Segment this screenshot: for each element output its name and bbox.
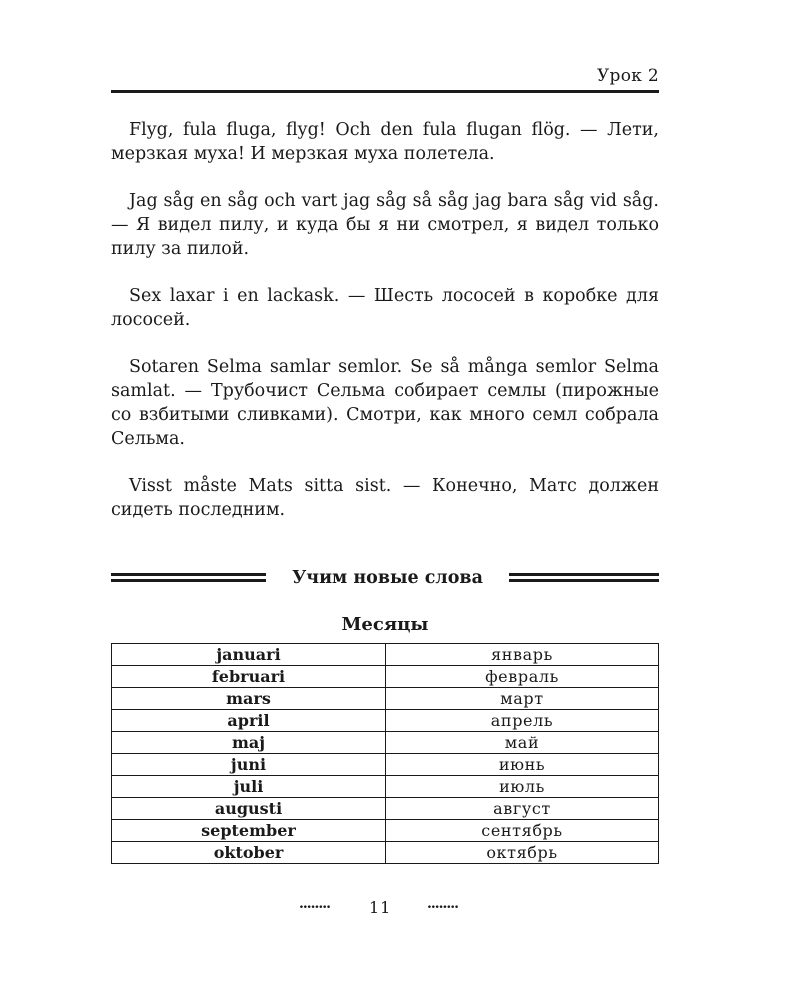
section-banner xyxy=(111,566,659,590)
swedish-word: februari xyxy=(112,666,386,688)
paragraph-1: Flyg, fula fluga, flyg! Och den fula flugan flög. — Лети, мерзкая муха! И мерзкая муха полетела. xyxy=(111,120,659,164)
swedish-word: augusti xyxy=(112,798,386,820)
swedish-word: januari xyxy=(112,644,386,666)
banner-rule-left xyxy=(111,573,266,582)
russian-word: апрель xyxy=(386,710,659,732)
table-row xyxy=(112,644,659,666)
text-body xyxy=(111,118,659,545)
russian-word: июнь xyxy=(386,754,659,776)
table-row xyxy=(112,688,659,710)
page-footer xyxy=(111,896,659,920)
lesson-title: Урок 2 xyxy=(596,66,659,86)
months-table xyxy=(111,643,659,864)
table-row xyxy=(112,798,659,820)
table-row xyxy=(112,710,659,732)
russian-word: май xyxy=(386,732,659,754)
swedish-word: juni xyxy=(112,754,386,776)
russian-word: март xyxy=(386,688,659,710)
table-row xyxy=(112,776,659,798)
table-row xyxy=(112,842,659,864)
russian-word: август xyxy=(386,798,659,820)
table-row xyxy=(112,820,659,842)
paragraph-3: Sex laxar i en lackask. — Шесть лососей в коробке для лососей. xyxy=(111,286,659,330)
footer-dots-right: ........ xyxy=(427,896,458,912)
banner-rule-right xyxy=(509,573,659,582)
russian-word: июль xyxy=(386,776,659,798)
swedish-word: april xyxy=(112,710,386,732)
swedish-word: mars xyxy=(112,688,386,710)
russian-word: сентябрь xyxy=(386,820,659,842)
swedish-word: oktober xyxy=(112,842,386,864)
table-row xyxy=(112,732,659,754)
paragraph-2: Jag såg en såg och vart jag såg så såg jag bara såg vid såg. — Я видел пилу, и куда бы я ни смотрел, я видел только пилу за пилой. xyxy=(111,191,659,259)
footer-dots-left: ........ xyxy=(299,896,330,912)
header-divider xyxy=(111,90,659,93)
russian-word: январь xyxy=(386,644,659,666)
table-row xyxy=(112,754,659,776)
russian-word: февраль xyxy=(386,666,659,688)
swedish-word: maj xyxy=(112,732,386,754)
paragraph-4: Sotaren Selma samlar semlor. Se så många semlor Selma samlat. — Трубочист Сельма собирает семлы (пирожные со взбитыми сливками). Смотри, как много семл собрала Сельма. xyxy=(111,357,659,449)
page-header xyxy=(111,66,659,90)
swedish-word: juli xyxy=(112,776,386,798)
section-title: Учим новые слова xyxy=(292,568,483,588)
swedish-word: september xyxy=(112,820,386,842)
paragraph-5: Visst måste Mats sitta sist. — Конечно, Матс должен сидеть последним. xyxy=(111,476,659,520)
table-title: Месяцы xyxy=(341,614,429,635)
table-row xyxy=(112,666,659,688)
page-number: 11 xyxy=(369,898,392,917)
russian-word: октябрь xyxy=(386,842,659,864)
